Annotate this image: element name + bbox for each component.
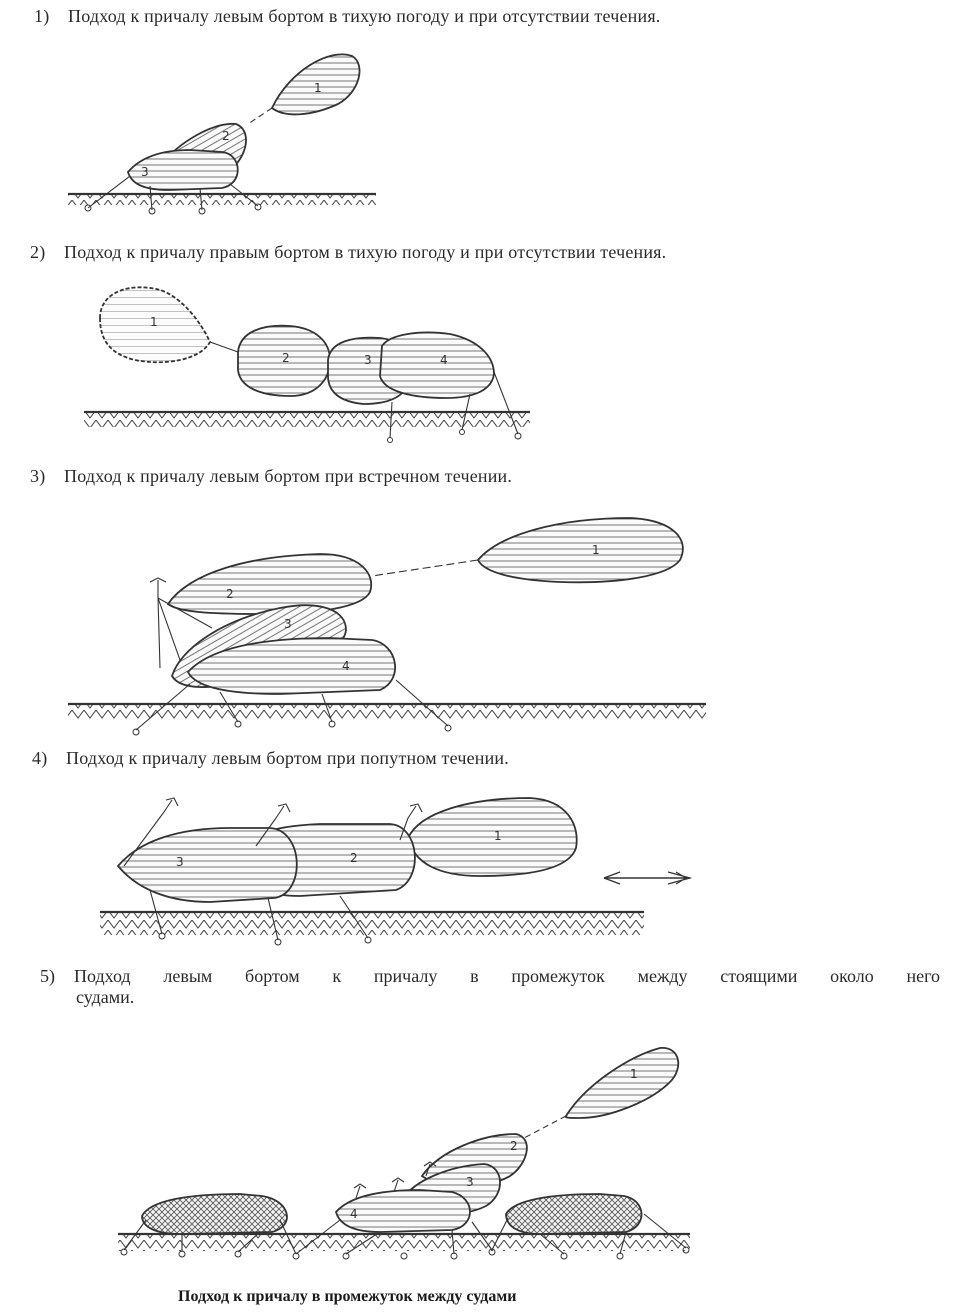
ship-label-2: 2 bbox=[510, 1139, 518, 1153]
ship-1 bbox=[566, 1048, 679, 1118]
ship-label-1: 1 bbox=[630, 1067, 638, 1081]
ship-label-1: 1 bbox=[314, 81, 322, 95]
anchor-icon bbox=[408, 804, 422, 818]
ship-4 bbox=[380, 333, 494, 399]
ship-label-3: 3 bbox=[284, 617, 292, 631]
tow-line bbox=[210, 342, 238, 352]
ship-3 bbox=[118, 828, 297, 902]
anchor-icon bbox=[150, 578, 166, 598]
quay-hatching bbox=[118, 1235, 690, 1251]
ship-2 bbox=[168, 554, 371, 614]
ship-label-1: 1 bbox=[592, 543, 600, 557]
bollards bbox=[133, 721, 451, 735]
diagram-1 bbox=[68, 54, 376, 214]
diagram-5 bbox=[118, 1048, 690, 1259]
ship-label-2: 2 bbox=[222, 129, 230, 143]
ship-label-4: 4 bbox=[350, 1207, 358, 1221]
diagram-3 bbox=[68, 518, 706, 735]
ship-label-3: 3 bbox=[141, 165, 149, 179]
ship-label-4: 4 bbox=[342, 659, 350, 673]
bollards bbox=[85, 204, 261, 214]
ship-label-1: 1 bbox=[494, 829, 502, 843]
approach-track bbox=[248, 108, 272, 124]
caption-4: 4) Подход к причалу левым бортом при попутном течении. bbox=[32, 748, 509, 768]
moored-ship-left bbox=[142, 1194, 287, 1234]
caption-2: 2) Подход к причалу правым бортом в тихую погоду и при отсутствии течения. bbox=[30, 242, 667, 262]
anchor-icon bbox=[164, 798, 178, 812]
approach-track bbox=[524, 1116, 566, 1138]
quay-hatching bbox=[68, 195, 376, 205]
ship-label-3: 3 bbox=[466, 1175, 474, 1189]
ship-label-3: 3 bbox=[176, 855, 184, 869]
ship-label-1: 1 bbox=[150, 315, 158, 329]
ship-label-2: 2 bbox=[350, 851, 358, 865]
diagram-2 bbox=[84, 287, 530, 442]
ship-label-3: 3 bbox=[364, 353, 372, 367]
quay-hatching bbox=[100, 913, 644, 935]
current-arrow-icon bbox=[604, 872, 690, 884]
approach-track bbox=[372, 560, 478, 576]
ship-label-4: 4 bbox=[440, 353, 448, 367]
caption-5: 5) Подход левым бортом к причалу в промежуток между стоящими около него судами. bbox=[40, 966, 940, 1007]
moored-ship-right bbox=[506, 1194, 642, 1234]
bottom-caption: Подход к причалу в промежуток между судами bbox=[178, 1288, 517, 1305]
ship-label-2: 2 bbox=[226, 587, 234, 601]
ship-1 bbox=[478, 518, 683, 582]
anchor-icon bbox=[276, 804, 290, 818]
ship-label-2: 2 bbox=[282, 351, 290, 365]
bollards bbox=[388, 430, 522, 443]
ship-1 bbox=[408, 798, 577, 876]
caption-3: 3) Подход к причалу левым бортом при встречном течении. bbox=[30, 466, 513, 486]
caption-1: 1) Подход к причалу левым бортом в тихую погоду и при отсутствии течения. bbox=[34, 6, 661, 26]
diagram-4 bbox=[100, 798, 690, 945]
